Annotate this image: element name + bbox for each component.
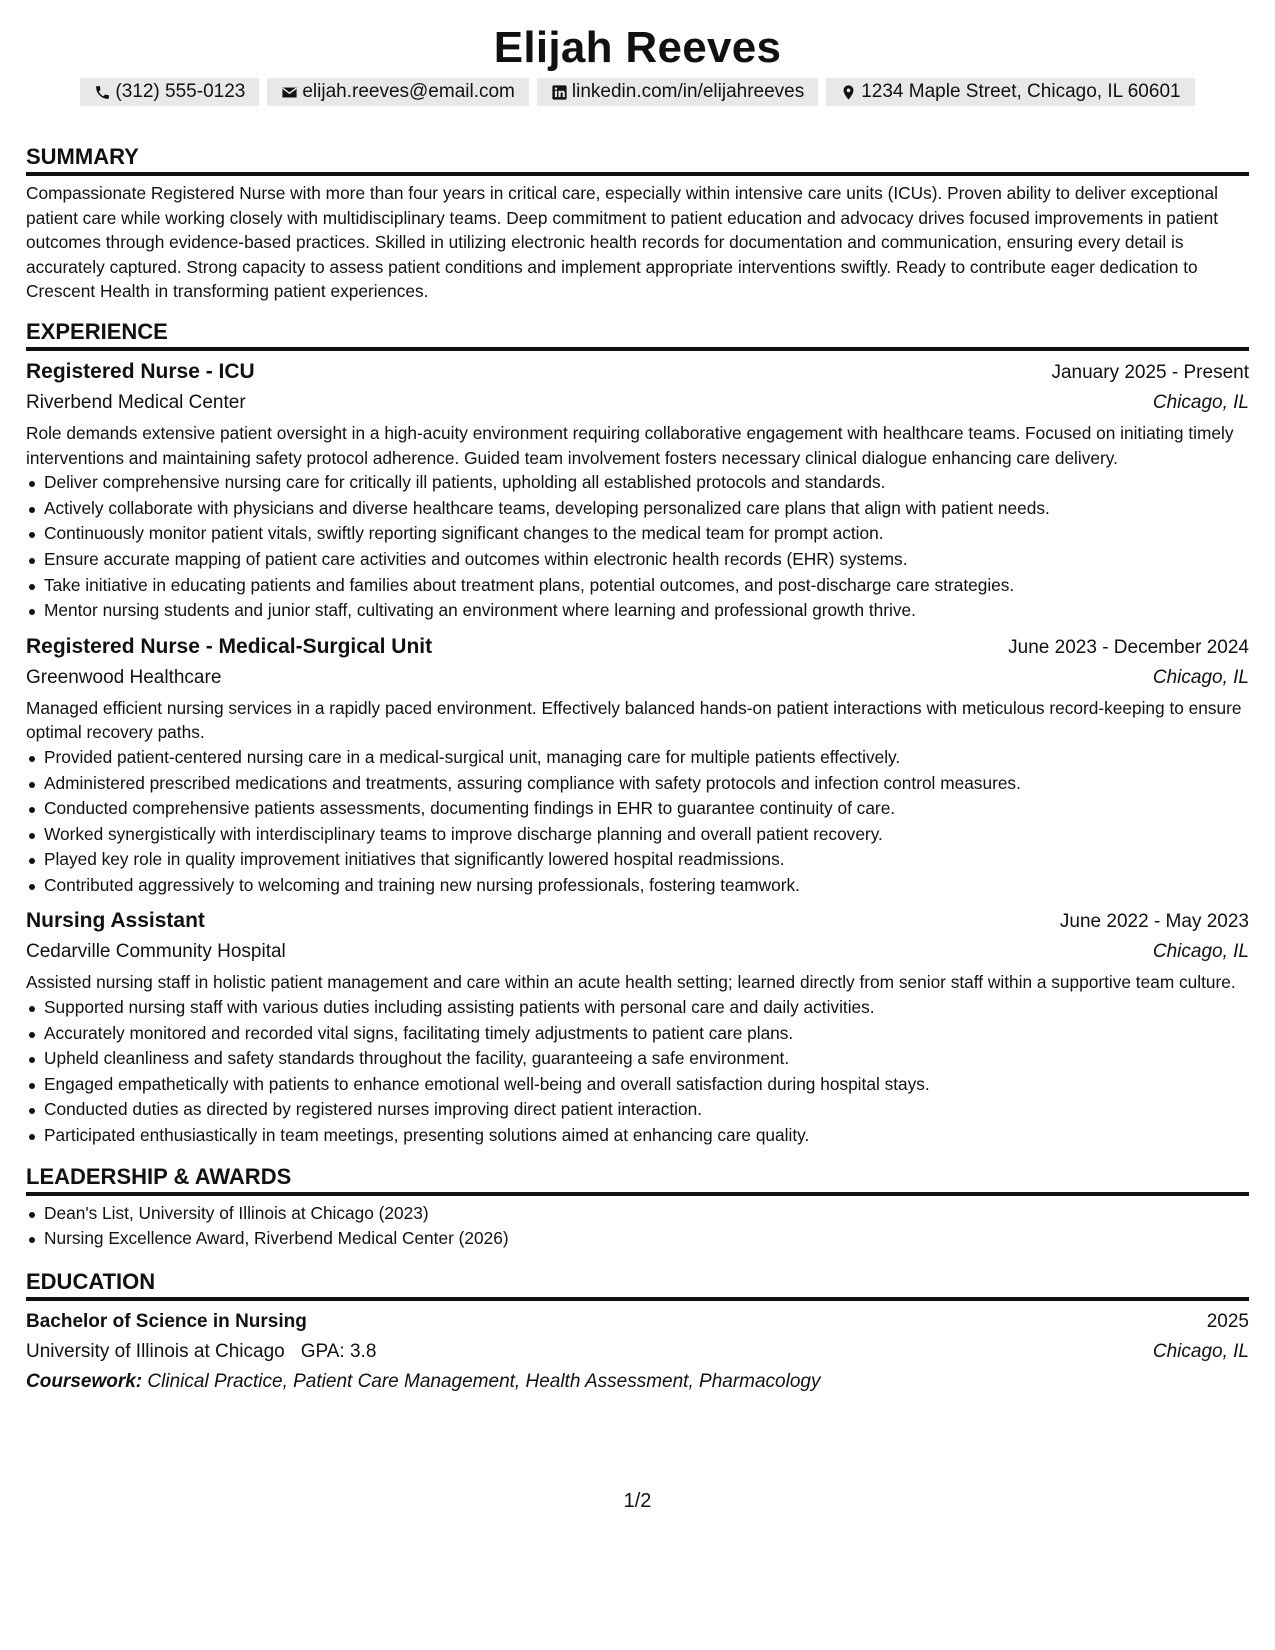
contact-linkedin[interactable] bbox=[537, 78, 818, 106]
job-location: Chicago, IL bbox=[1152, 391, 1249, 413]
list-item: Take initiative in educating patients and families about treatment plans, potential outcomes, and post-discharge care strategies. bbox=[26, 573, 1249, 599]
edu-year: 2025 bbox=[1206, 1310, 1249, 1332]
contact-address-text: 1234 Maple Street, Chicago, IL 60601 bbox=[861, 81, 1181, 102]
job-dates: June 2023 - December 2024 bbox=[1008, 636, 1249, 658]
job-entry bbox=[26, 357, 1249, 624]
list-item: Provided patient-centered nursing care in a medical-surgical unit, managing care for multiple patients effectively. bbox=[26, 745, 1249, 771]
list-item: Contributed aggressively to welcoming and training new nursing professionals, fostering teamwork. bbox=[26, 873, 1249, 899]
list-item: Conducted duties as directed by registered nurses improving direct patient interaction. bbox=[26, 1097, 1249, 1123]
list-item: Upheld cleanliness and safety standards throughout the facility, guaranteeing a safe environment. bbox=[26, 1046, 1249, 1072]
list-item: Accurately monitored and recorded vital signs, facilitating timely adjustments to patient care plans. bbox=[26, 1021, 1249, 1047]
job-company: Riverbend Medical Center bbox=[26, 391, 246, 413]
job-description: Assisted nursing staff in holistic patient management and care within an acute health setting; learned directly from senior staff within a supportive team culture. bbox=[26, 972, 1236, 993]
job-dates: January 2025 - Present bbox=[1051, 361, 1249, 383]
job-bullets bbox=[26, 470, 1249, 624]
contact-email-text: elijah.reeves@email.com bbox=[302, 81, 515, 102]
map-pin-icon bbox=[840, 84, 857, 101]
list-item: Worked synergistically with interdisciplinary teams to improve discharge planning and overall patient recovery. bbox=[26, 822, 1249, 848]
job-title: Registered Nurse - ICU bbox=[26, 359, 255, 383]
job-entry bbox=[26, 632, 1249, 899]
contact-phone-text: (312) 555-0123 bbox=[115, 81, 246, 102]
list-item: Supported nursing staff with various duties including assisting patients with personal care and daily activities. bbox=[26, 995, 1249, 1021]
education-section bbox=[26, 1268, 1249, 1397]
contact-address bbox=[826, 78, 1194, 106]
list-item: Administered prescribed medications and treatments, assuring compliance with safety protocols and infection control measures. bbox=[26, 771, 1249, 797]
list-item: Nursing Excellence Award, Riverbend Medical Center (2026) bbox=[26, 1226, 1249, 1252]
job-company: Cedarville Community Hospital bbox=[26, 941, 286, 963]
job-location: Chicago, IL bbox=[1152, 941, 1249, 963]
contact-bar bbox=[26, 78, 1249, 107]
list-item: Participated enthusiastically in team meetings, presenting solutions aimed at enhancing care quality. bbox=[26, 1123, 1249, 1149]
edu-coursework bbox=[26, 1367, 1249, 1397]
coursework-text: Clinical Practice, Patient Care Management, Health Assessment, Pharmacology bbox=[147, 1370, 821, 1392]
awards-section bbox=[26, 1163, 1249, 1252]
education-heading: EDUCATION bbox=[26, 1268, 1249, 1301]
job-title: Registered Nurse - Medical-Surgical Unit bbox=[26, 634, 433, 658]
awards-list bbox=[26, 1201, 1249, 1252]
job-dates: June 2022 - May 2023 bbox=[1059, 911, 1249, 933]
candidate-name: Elijah Reeves bbox=[493, 23, 782, 72]
page-number: 1/2 bbox=[623, 1490, 652, 1512]
list-item: Deliver comprehensive nursing care for critically ill patients, upholding all established protocols and standards. bbox=[26, 470, 1249, 496]
envelope-icon bbox=[281, 84, 298, 101]
job-description: Managed efficient nursing services in a rapidly paced environment. Effectively balanced hands-on patient interactions with meticulous record-keeping to ensure optimal recovery paths. bbox=[26, 697, 1242, 743]
job-entry bbox=[26, 906, 1249, 1148]
list-item: Dean's List, University of Illinois at Chicago (2023) bbox=[26, 1201, 1249, 1227]
job-description: Role demands extensive patient oversight in a high-acuity environment requiring collaborative engagement with healthcare teams. Focused on initiating timely interventions and maintaining safety protocol adherence. Guided team involvement fosters necessary clinical dialogue enhancing care delivery. bbox=[26, 422, 1234, 468]
contact-linkedin-text: linkedin.com/in/elijahreeves bbox=[571, 81, 805, 102]
list-item: Actively collaborate with physicians and diverse healthcare teams, developing personalized care plans that align with patient needs. bbox=[26, 496, 1249, 522]
edu-degree: Bachelor of Science in Nursing bbox=[26, 1310, 307, 1332]
list-item: Continuously monitor patient vitals, swiftly reporting significant changes to the medical team for prompt action. bbox=[26, 521, 1249, 547]
job-title: Nursing Assistant bbox=[26, 909, 205, 933]
edu-location: Chicago, IL bbox=[1152, 1340, 1249, 1362]
phone-icon bbox=[94, 84, 111, 101]
job-bullets bbox=[26, 995, 1249, 1149]
job-company: Greenwood Healthcare bbox=[26, 666, 222, 688]
list-item: Played key role in quality improvement initiatives that significantly lowered hospital readmissions. bbox=[26, 847, 1249, 873]
list-item: Ensure accurate mapping of patient care activities and outcomes within electronic health records (EHR) systems. bbox=[26, 547, 1249, 573]
job-location: Chicago, IL bbox=[1152, 666, 1249, 688]
coursework-label: Coursework: bbox=[26, 1370, 143, 1392]
summary-section bbox=[26, 143, 1249, 304]
list-item: Conducted comprehensive patients assessments, documenting findings in EHR to guarantee continuity of care. bbox=[26, 796, 1249, 822]
contact-phone[interactable] bbox=[80, 78, 259, 106]
edu-school: University of Illinois at Chicago bbox=[26, 1340, 285, 1362]
list-item: Engaged empathetically with patients to enhance emotional well-being and overall satisfaction during hospital stays. bbox=[26, 1072, 1249, 1098]
awards-heading: LEADERSHIP & AWARDS bbox=[26, 1163, 1249, 1196]
linkedin-icon bbox=[551, 84, 568, 101]
resume-page bbox=[26, 22, 1249, 1397]
experience-section bbox=[26, 318, 1249, 1149]
list-item: Mentor nursing students and junior staff, cultivating an environment where learning and professional growth thrive. bbox=[26, 598, 1249, 624]
summary-heading: SUMMARY bbox=[26, 143, 1249, 176]
experience-heading: EXPERIENCE bbox=[26, 318, 1249, 351]
contact-email[interactable] bbox=[267, 78, 529, 106]
edu-gpa: GPA: 3.8 bbox=[300, 1340, 377, 1362]
summary-text: Compassionate Registered Nurse with more than four years in critical care, especially within intensive care units (ICUs). Proven ability to deliver exceptional patient care while working closely with multidisciplinary teams. Deep commitment to patient education and advocacy drives focused improvements in patient outcomes through evidence-based practices. Skilled in utilizing electronic health records for documentation and communication, ensuring every detail is accurately captured. Strong capacity to assess patient conditions and implement appropriate interventions swiftly. Ready to contribute eager dedication to Crescent Health in transforming patient experiences. bbox=[26, 183, 1219, 302]
job-bullets bbox=[26, 745, 1249, 899]
